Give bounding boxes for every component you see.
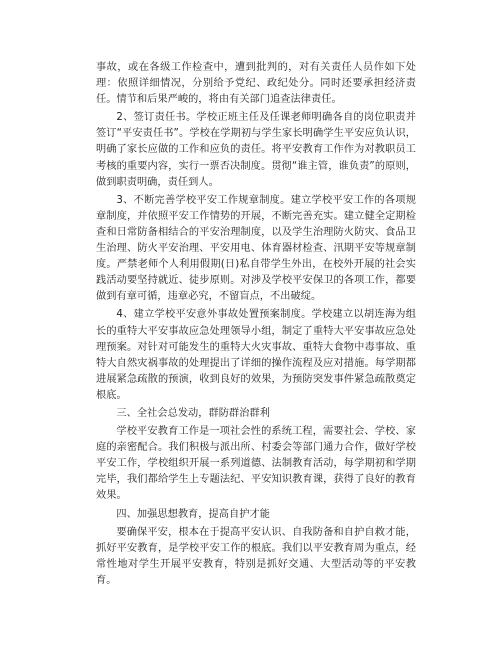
section-heading-4: 四、加强思想教育，提高自护才能 — [116, 508, 270, 520]
section-heading-3: 三、全社会总发动，群防群治群利 — [116, 407, 270, 419]
paragraph-liability-continuation: 事故，或在各级工作检查中，遭到批判的，对有关责任人员作如下处理：依照详细情况，分别给予党纪、政纪处分。同时还要承担经济责任。情节和后果严峻的，将由有关部门追查法律责任。 — [96, 62, 416, 106]
paragraph-social-cooperation: 学校平安教育工作是一项社会性的系统工程，需要社会、学校、家庭的亲密配合。我们积极与派出所、村委会等部门通力合作，做好学校平安工作，学校组织开展一系列道德、法制教育活动，每学期初和学期完毕，我们都给学生上专题法纪、平安知识教育课，获得了良好的教育效果。 — [96, 426, 416, 502]
paragraph-sign-responsibility: 2、签订责任书。学校正班主任及任课老师明确各自的岗位职责并签订“平安责任书”。学校在学期初与学生家长明确学生平安应负认识，明确了家长应做的工作和应负的责任。将平安教育工作作为对教职员工考核的重要内容，实行一票否决制度。贯彻“谁主管，谁负责”的原则，做到职责明确，责任到人。 — [96, 112, 416, 188]
document-body — [96, 60, 416, 589]
paragraph-safety-rules: 3、不断完善学校平安工作规章制度。建立学校平安工作的各项规章制度，并依照平安工作情势的开展，不断完善充实。建立健全定期检查和日常防备相结合的平安治理制度，以及学生治理防火防灾、食品卫生治理、防火平安治理、平安用电、体育器材检查、汛期平安等规章制度。严禁老师个人利用假期(日)私自带学生外出，在校外开展的社会实践活动要坚持就近、徒步原则。对涉及学校平安保卫的各项工作，都要做到有章可循，违章必究，不留盲点，不出破绽。 — [96, 194, 416, 303]
paragraph-emergency-plan: 4、建立学校平安意外事故处置预案制度。学校建立以胡连海为组长的重特大平安事故应急处理领导小组，制定了重特大平安事故应急处理预案。对针对可能发生的重特大火灾事故、重特大食物中毒事故、重特大自然灾祸事故的处理提出了详细的操作流程及应对措施。每学期都进展紧急疏散的预演，收到良好的效果，为预防突发事件紧急疏散奠定根底。 — [96, 309, 416, 401]
paragraph-safety-education: 要确保平安，根本在于提高平安认识、自我防备和自护自救才能，抓好平安教育，是学校平安工作的根底。我们以平安教育周为重点，经常性地对学生开展平安教育，特别是抓好交通、大型活动等的平安教育。 — [96, 526, 416, 586]
